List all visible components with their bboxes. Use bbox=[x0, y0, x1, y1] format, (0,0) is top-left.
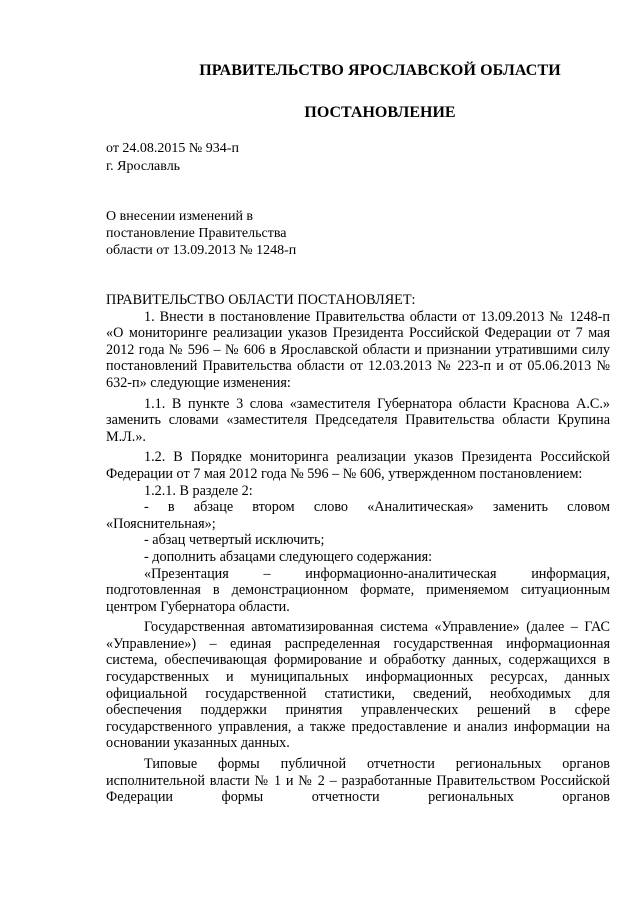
list-item: - абзац четвертый исключить; bbox=[144, 532, 325, 549]
definition-typical-forms: Типовые формы публичной отчетности региональных органов исполнительной власти № 1 и № 2 – разработанные Правительством Российской Федерации формы отчетности региональных органов bbox=[106, 756, 610, 806]
list-item: - в абзаце втором слово «Аналитическая» заменить словом «Пояснительная»; bbox=[106, 499, 610, 532]
paragraph-1-2: 1.2. В Порядке мониторинга реализации указов Президента Российской Федерации от 7 мая 2012 года № 596 – № 606, утвержденном постановлением: bbox=[106, 449, 610, 482]
document-meta bbox=[106, 140, 239, 176]
subject-line-1: О внесении изменений в bbox=[106, 209, 254, 224]
definition-presentation: «Презентация – информационно-аналитическая информация, подготовленная в демонстрационном формате, применяемом ситуационным центром Губернатора области. bbox=[106, 565, 610, 615]
paragraph-1: 1. Внести в постановление Правительства области от 13.09.2013 № 1248-п «О мониторинге реализации указов Президента Российской Федерации от 7 мая 2012 года № 596 – № 606 в Ярославской области и признании утратившими силу постановлений Правительства области от 12.03.2013 № 223-п и от 05.06.2013 № 632-п» следующие изменения: bbox=[106, 308, 610, 391]
subject-line-2: постановление Правительства bbox=[106, 226, 287, 241]
document-subject bbox=[106, 208, 296, 259]
organization-heading: ПРАВИТЕЛЬСТВО ЯРОСЛАВСКОЙ ОБЛАСТИ bbox=[199, 62, 561, 79]
list-item: - дополнить абзацами следующего содержания: bbox=[144, 548, 433, 565]
paragraph-1-2-1: 1.2.1. В разделе 2: bbox=[144, 482, 253, 499]
definition-gas-upravlenie: Государственная автоматизированная система «Управление» (далее – ГАС «Управление») – единая распределенная государственная информационная система, обеспечивающая формирование и обработку данных, содержащихся в государственных и муниципальных информационных ресурсах, данных официальной государственной статистики, сведений, необходимых для обеспечения поддержки принятия управленческих решений в сфере государственного управления, а также предоставление и анализ информации на основании указанных данных. bbox=[106, 619, 610, 752]
document-type-heading: ПОСТАНОВЛЕНИЕ bbox=[304, 104, 456, 121]
city: г. Ярославль bbox=[106, 159, 181, 174]
subject-line-3: области от 13.09.2013 № 1248-п bbox=[106, 243, 297, 258]
date-number: от 24.08.2015 № 934-п bbox=[106, 141, 239, 156]
paragraph-1-1: 1.1. В пункте 3 слова «заместителя Губернатора области Краснова А.С.» заменить словами «заместителя Председателя Правительства области Крупина М.Л.». bbox=[106, 395, 610, 445]
preamble: ПРАВИТЕЛЬСТВО ОБЛАСТИ ПОСТАНОВЛЯЕТ: bbox=[106, 292, 416, 308]
document-body bbox=[106, 292, 610, 806]
